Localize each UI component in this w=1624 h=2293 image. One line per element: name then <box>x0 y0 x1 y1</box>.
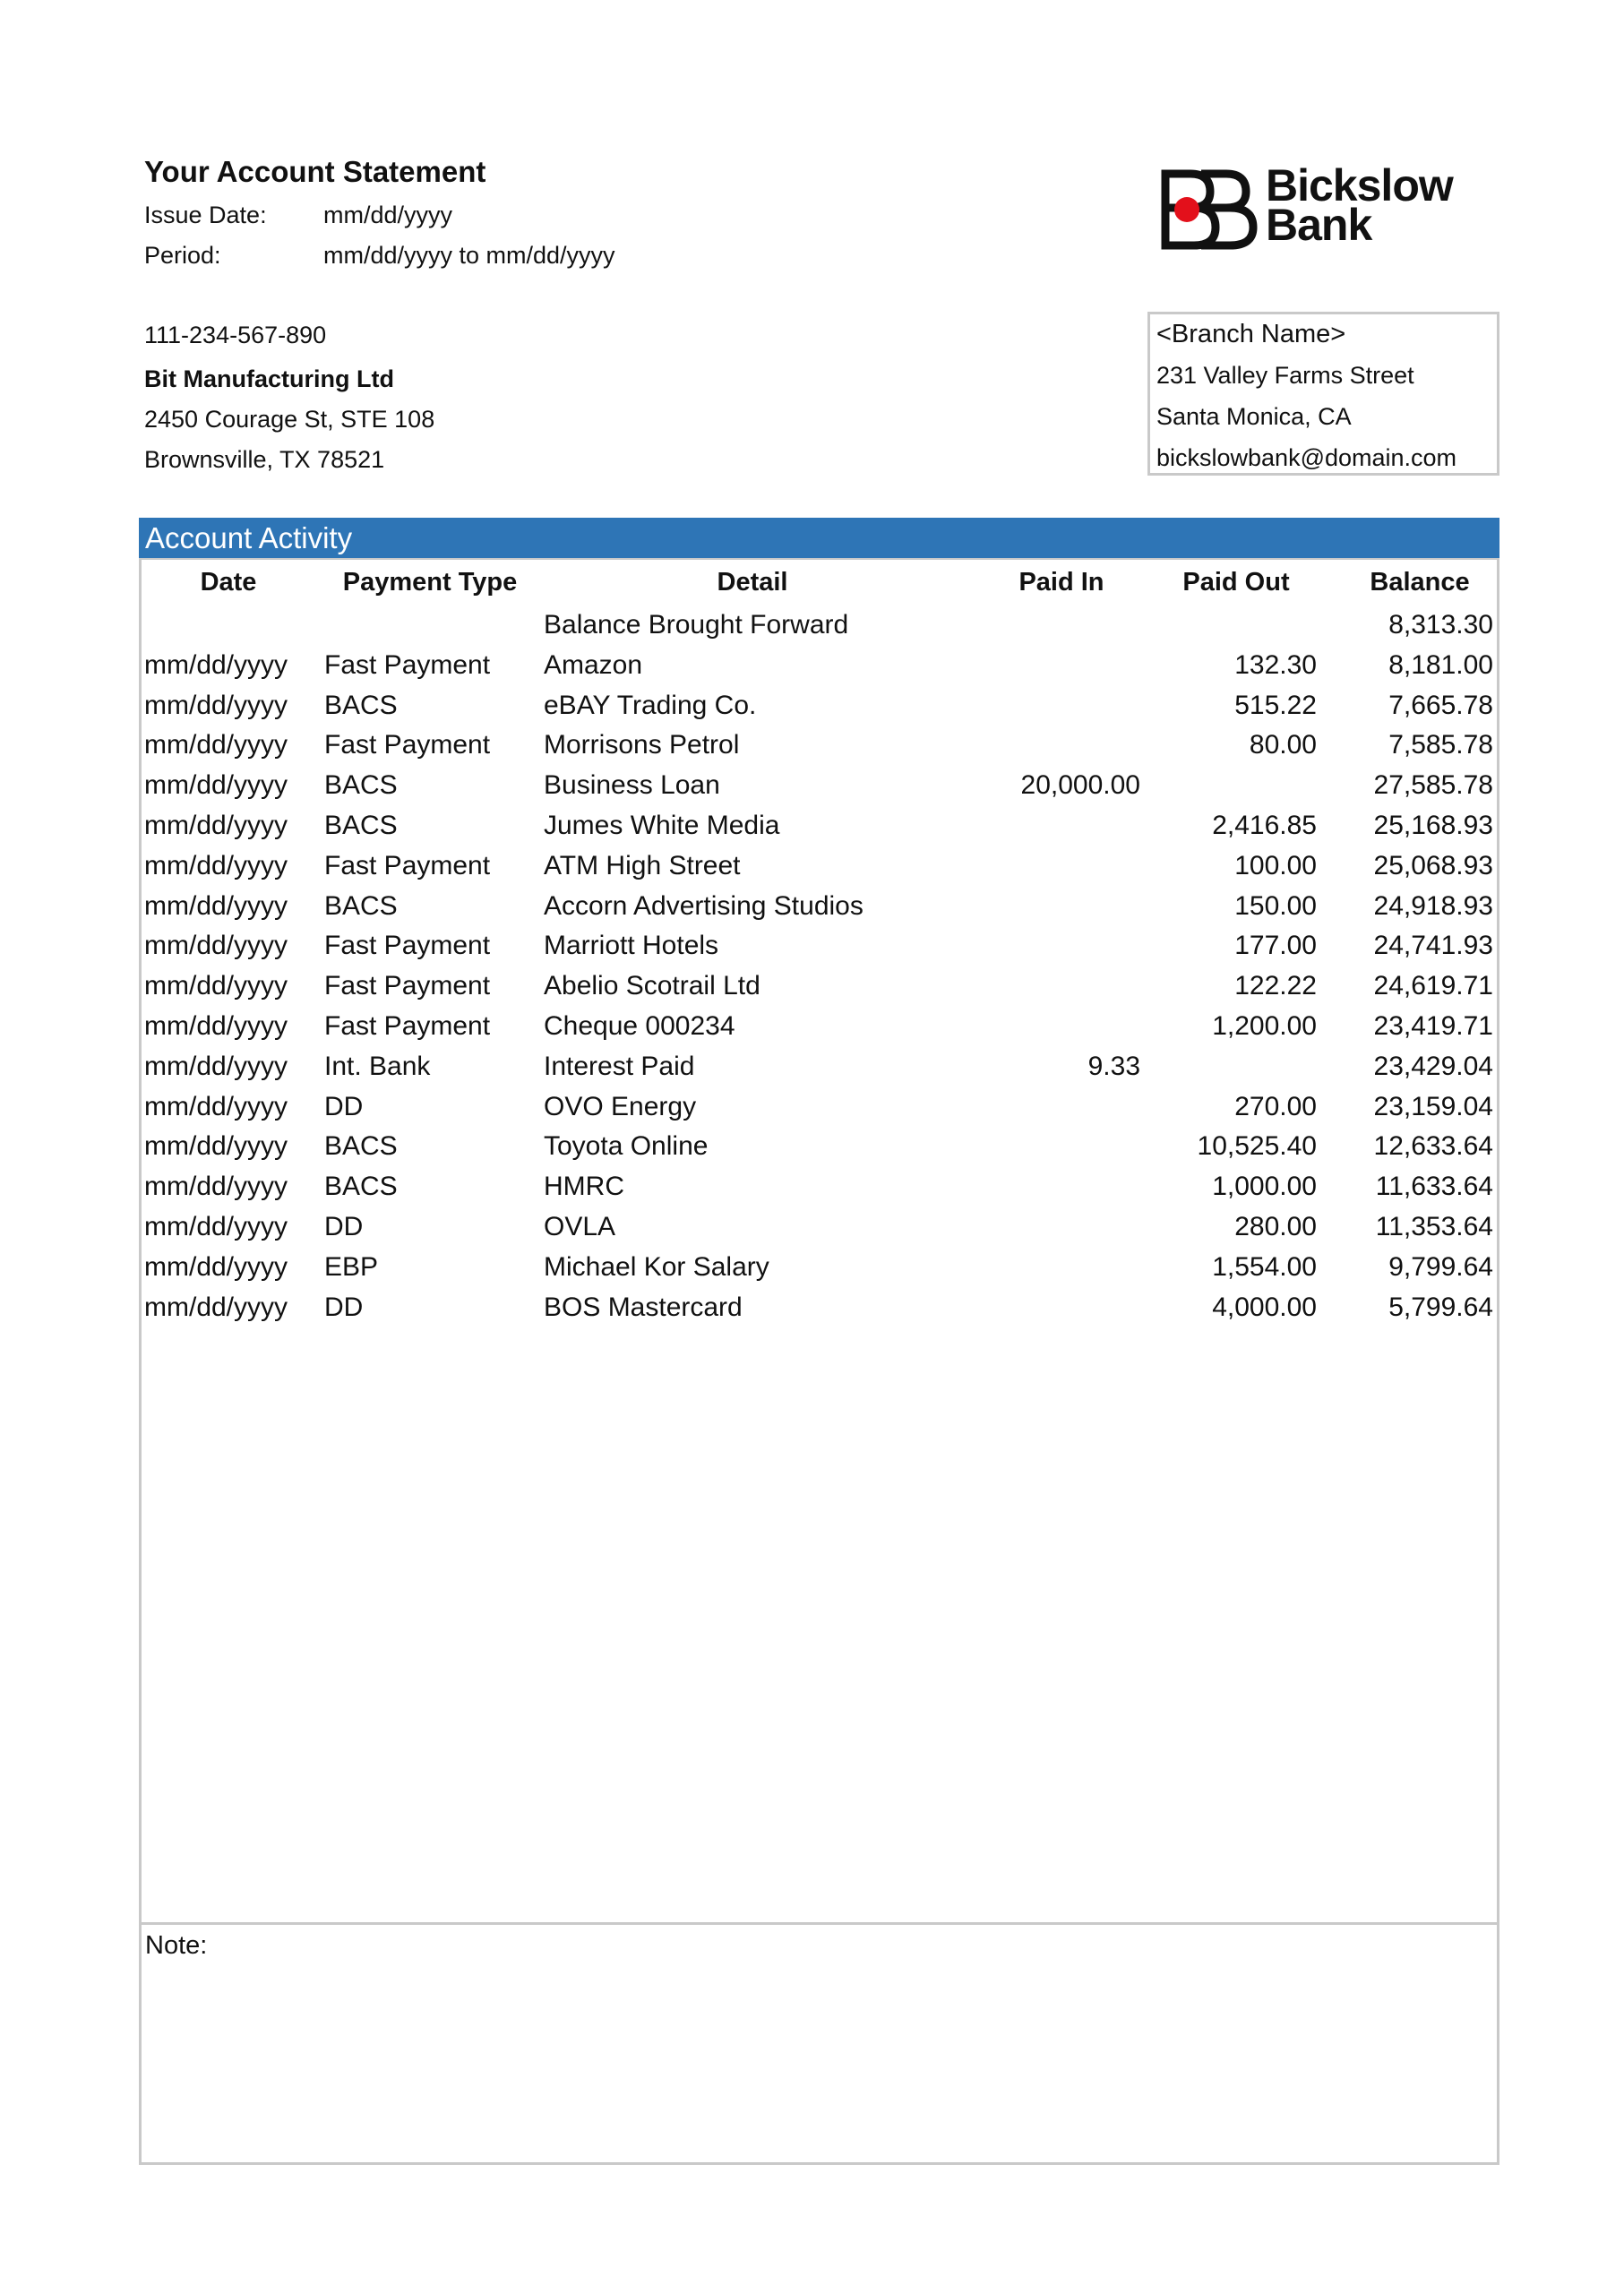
column-header-detail: Detail <box>717 568 788 597</box>
column-header-date: Date <box>200 568 257 597</box>
row-balance: 24,918.93 <box>1373 890 1493 921</box>
row-balance: 23,159.04 <box>1373 1091 1493 1121</box>
table-row <box>0 1046 1624 1086</box>
row-payment-type: Int. Bank <box>324 1051 431 1081</box>
row-paid-out: 177.00 <box>1234 931 1317 961</box>
row-date: mm/dd/yyyy <box>144 1212 288 1241</box>
table-row <box>0 725 1624 765</box>
row-balance: 25,068.93 <box>1373 850 1493 880</box>
row-detail: ATM High Street <box>544 850 741 880</box>
row-date: mm/dd/yyyy <box>144 1091 288 1121</box>
row-paid-out: 515.22 <box>1234 690 1317 720</box>
row-balance: 11,633.64 <box>1375 1172 1493 1202</box>
branch-street: 231 Valley Farms Street <box>1156 362 1414 389</box>
table-row <box>0 1207 1624 1247</box>
row-balance: 11,353.64 <box>1375 1212 1493 1241</box>
row-payment-type: Fast Payment <box>324 730 491 760</box>
account-activity-header: Account Activity <box>139 518 1499 558</box>
table-row <box>0 846 1624 886</box>
row-date: mm/dd/yyyy <box>144 1051 288 1081</box>
row-payment-type: BACS <box>324 890 398 921</box>
row-detail: Business Loan <box>544 770 720 801</box>
customer-name: Bit Manufacturing Ltd <box>144 365 394 392</box>
note-divider <box>139 1922 1499 1925</box>
row-payment-type: BACS <box>324 811 398 840</box>
row-detail: Balance Brought Forward <box>544 610 849 640</box>
row-date: mm/dd/yyyy <box>144 770 288 801</box>
row-detail: BOS Mastercard <box>544 1292 743 1322</box>
row-detail: OVO Energy <box>544 1091 697 1121</box>
issue-date-value: mm/dd/yyyy <box>323 202 453 228</box>
row-paid-out: 100.00 <box>1234 850 1317 880</box>
row-paid-out: 4,000.00 <box>1212 1292 1317 1322</box>
row-paid-in: 20,000.00 <box>1020 770 1140 801</box>
row-payment-type: Fast Payment <box>324 1011 491 1041</box>
row-paid-out: 1,554.00 <box>1212 1251 1317 1282</box>
row-paid-out: 2,416.85 <box>1212 811 1317 840</box>
row-paid-out: 150.00 <box>1234 890 1317 921</box>
row-paid-out: 80.00 <box>1249 730 1317 760</box>
row-date: mm/dd/yyyy <box>144 1131 288 1162</box>
row-payment-type: DD <box>324 1292 364 1322</box>
bank-logo-mark-icon <box>1160 168 1260 251</box>
period-label: Period: <box>144 242 221 269</box>
column-header-paid-out: Paid Out <box>1182 568 1290 597</box>
row-balance: 5,799.64 <box>1388 1292 1493 1322</box>
bank-logo <box>1160 160 1482 253</box>
column-header-paid-in: Paid In <box>1018 568 1104 597</box>
bank-name-line2: Bank <box>1266 200 1372 250</box>
row-payment-type: BACS <box>324 1172 398 1202</box>
row-paid-in: 9.33 <box>1087 1051 1140 1081</box>
branch-info-box <box>1147 312 1499 476</box>
table-row <box>0 765 1624 805</box>
row-balance: 9,799.64 <box>1388 1251 1493 1282</box>
row-balance: 25,168.93 <box>1373 811 1493 840</box>
table-row <box>0 685 1624 726</box>
row-date: mm/dd/yyyy <box>144 649 288 680</box>
row-paid-out: 132.30 <box>1234 649 1317 680</box>
row-date: mm/dd/yyyy <box>144 931 288 961</box>
row-detail: Jumes White Media <box>544 811 780 840</box>
note-label: Note: <box>145 1931 208 1960</box>
row-date: mm/dd/yyyy <box>144 1172 288 1202</box>
row-detail: HMRC <box>544 1172 624 1202</box>
row-balance: 24,619.71 <box>1373 971 1493 1001</box>
bank-name-line1: Bickslow <box>1266 160 1453 210</box>
row-detail: Amazon <box>544 649 643 680</box>
row-paid-out: 270.00 <box>1234 1091 1317 1121</box>
row-payment-type: BACS <box>324 1131 398 1162</box>
table-row <box>0 1086 1624 1127</box>
row-detail: Morrisons Petrol <box>544 730 740 760</box>
row-detail: eBAY Trading Co. <box>544 690 757 720</box>
row-balance: 8,181.00 <box>1388 649 1493 680</box>
table-row <box>0 1006 1624 1046</box>
customer-address-line1: 2450 Courage St, STE 108 <box>144 406 435 433</box>
table-row <box>0 925 1624 966</box>
row-date: mm/dd/yyyy <box>144 811 288 840</box>
branch-email: bickslowbank@domain.com <box>1156 444 1457 471</box>
row-balance: 23,429.04 <box>1373 1051 1493 1081</box>
row-payment-type: Fast Payment <box>324 931 491 961</box>
row-date: mm/dd/yyyy <box>144 1292 288 1322</box>
row-detail: OVLA <box>544 1212 616 1241</box>
row-date: mm/dd/yyyy <box>144 730 288 760</box>
table-row <box>0 805 1624 846</box>
row-payment-type: BACS <box>324 770 398 801</box>
customer-address-line2: Brownsville, TX 78521 <box>144 446 385 473</box>
branch-city: Santa Monica, CA <box>1156 403 1352 430</box>
row-paid-out: 280.00 <box>1234 1212 1317 1241</box>
row-payment-type: EBP <box>324 1251 379 1282</box>
row-detail: Toyota Online <box>544 1131 709 1162</box>
table-row <box>0 605 1624 645</box>
row-detail: Interest Paid <box>544 1051 695 1081</box>
row-payment-type: DD <box>324 1091 364 1121</box>
table-row <box>0 1166 1624 1207</box>
statement-title: Your Account Statement <box>144 155 486 188</box>
row-paid-out: 1,000.00 <box>1212 1172 1317 1202</box>
table-row <box>0 886 1624 926</box>
account-number: 111-234-567-890 <box>144 322 327 348</box>
table-row <box>0 645 1624 685</box>
row-balance: 7,585.78 <box>1388 730 1493 760</box>
table-row <box>0 1126 1624 1166</box>
table-row <box>0 1247 1624 1287</box>
column-header-balance: Balance <box>1370 568 1470 597</box>
row-date: mm/dd/yyyy <box>144 971 288 1001</box>
row-payment-type: Fast Payment <box>324 649 491 680</box>
row-date: mm/dd/yyyy <box>144 850 288 880</box>
row-paid-out: 122.22 <box>1234 971 1317 1001</box>
row-detail: Abelio Scotrail Ltd <box>544 971 760 1001</box>
row-payment-type: BACS <box>324 690 398 720</box>
row-detail: Cheque 000234 <box>544 1011 735 1041</box>
row-balance: 8,313.30 <box>1388 610 1493 640</box>
row-detail: Michael Kor Salary <box>544 1251 769 1282</box>
row-payment-type: Fast Payment <box>324 971 491 1001</box>
row-balance: 23,419.71 <box>1373 1011 1493 1041</box>
row-balance: 7,665.78 <box>1388 690 1493 720</box>
row-date: mm/dd/yyyy <box>144 1251 288 1282</box>
row-date: mm/dd/yyyy <box>144 690 288 720</box>
row-detail: Accorn Advertising Studios <box>544 890 864 921</box>
column-header-payment-type: Payment Type <box>342 568 518 597</box>
branch-name: <Branch Name> <box>1156 320 1346 348</box>
table-row <box>0 1287 1624 1327</box>
row-paid-out: 1,200.00 <box>1212 1011 1317 1041</box>
row-balance: 12,633.64 <box>1373 1131 1493 1162</box>
issue-date-label: Issue Date: <box>144 202 267 228</box>
row-balance: 27,585.78 <box>1373 770 1493 801</box>
row-paid-out: 10,525.40 <box>1197 1131 1317 1162</box>
row-payment-type: Fast Payment <box>324 850 491 880</box>
row-date: mm/dd/yyyy <box>144 1011 288 1041</box>
table-row <box>0 966 1624 1006</box>
row-detail: Marriott Hotels <box>544 931 719 961</box>
period-value: mm/dd/yyyy to mm/dd/yyyy <box>323 242 615 269</box>
row-date: mm/dd/yyyy <box>144 890 288 921</box>
row-balance: 24,741.93 <box>1373 931 1493 961</box>
row-payment-type: DD <box>324 1212 364 1241</box>
